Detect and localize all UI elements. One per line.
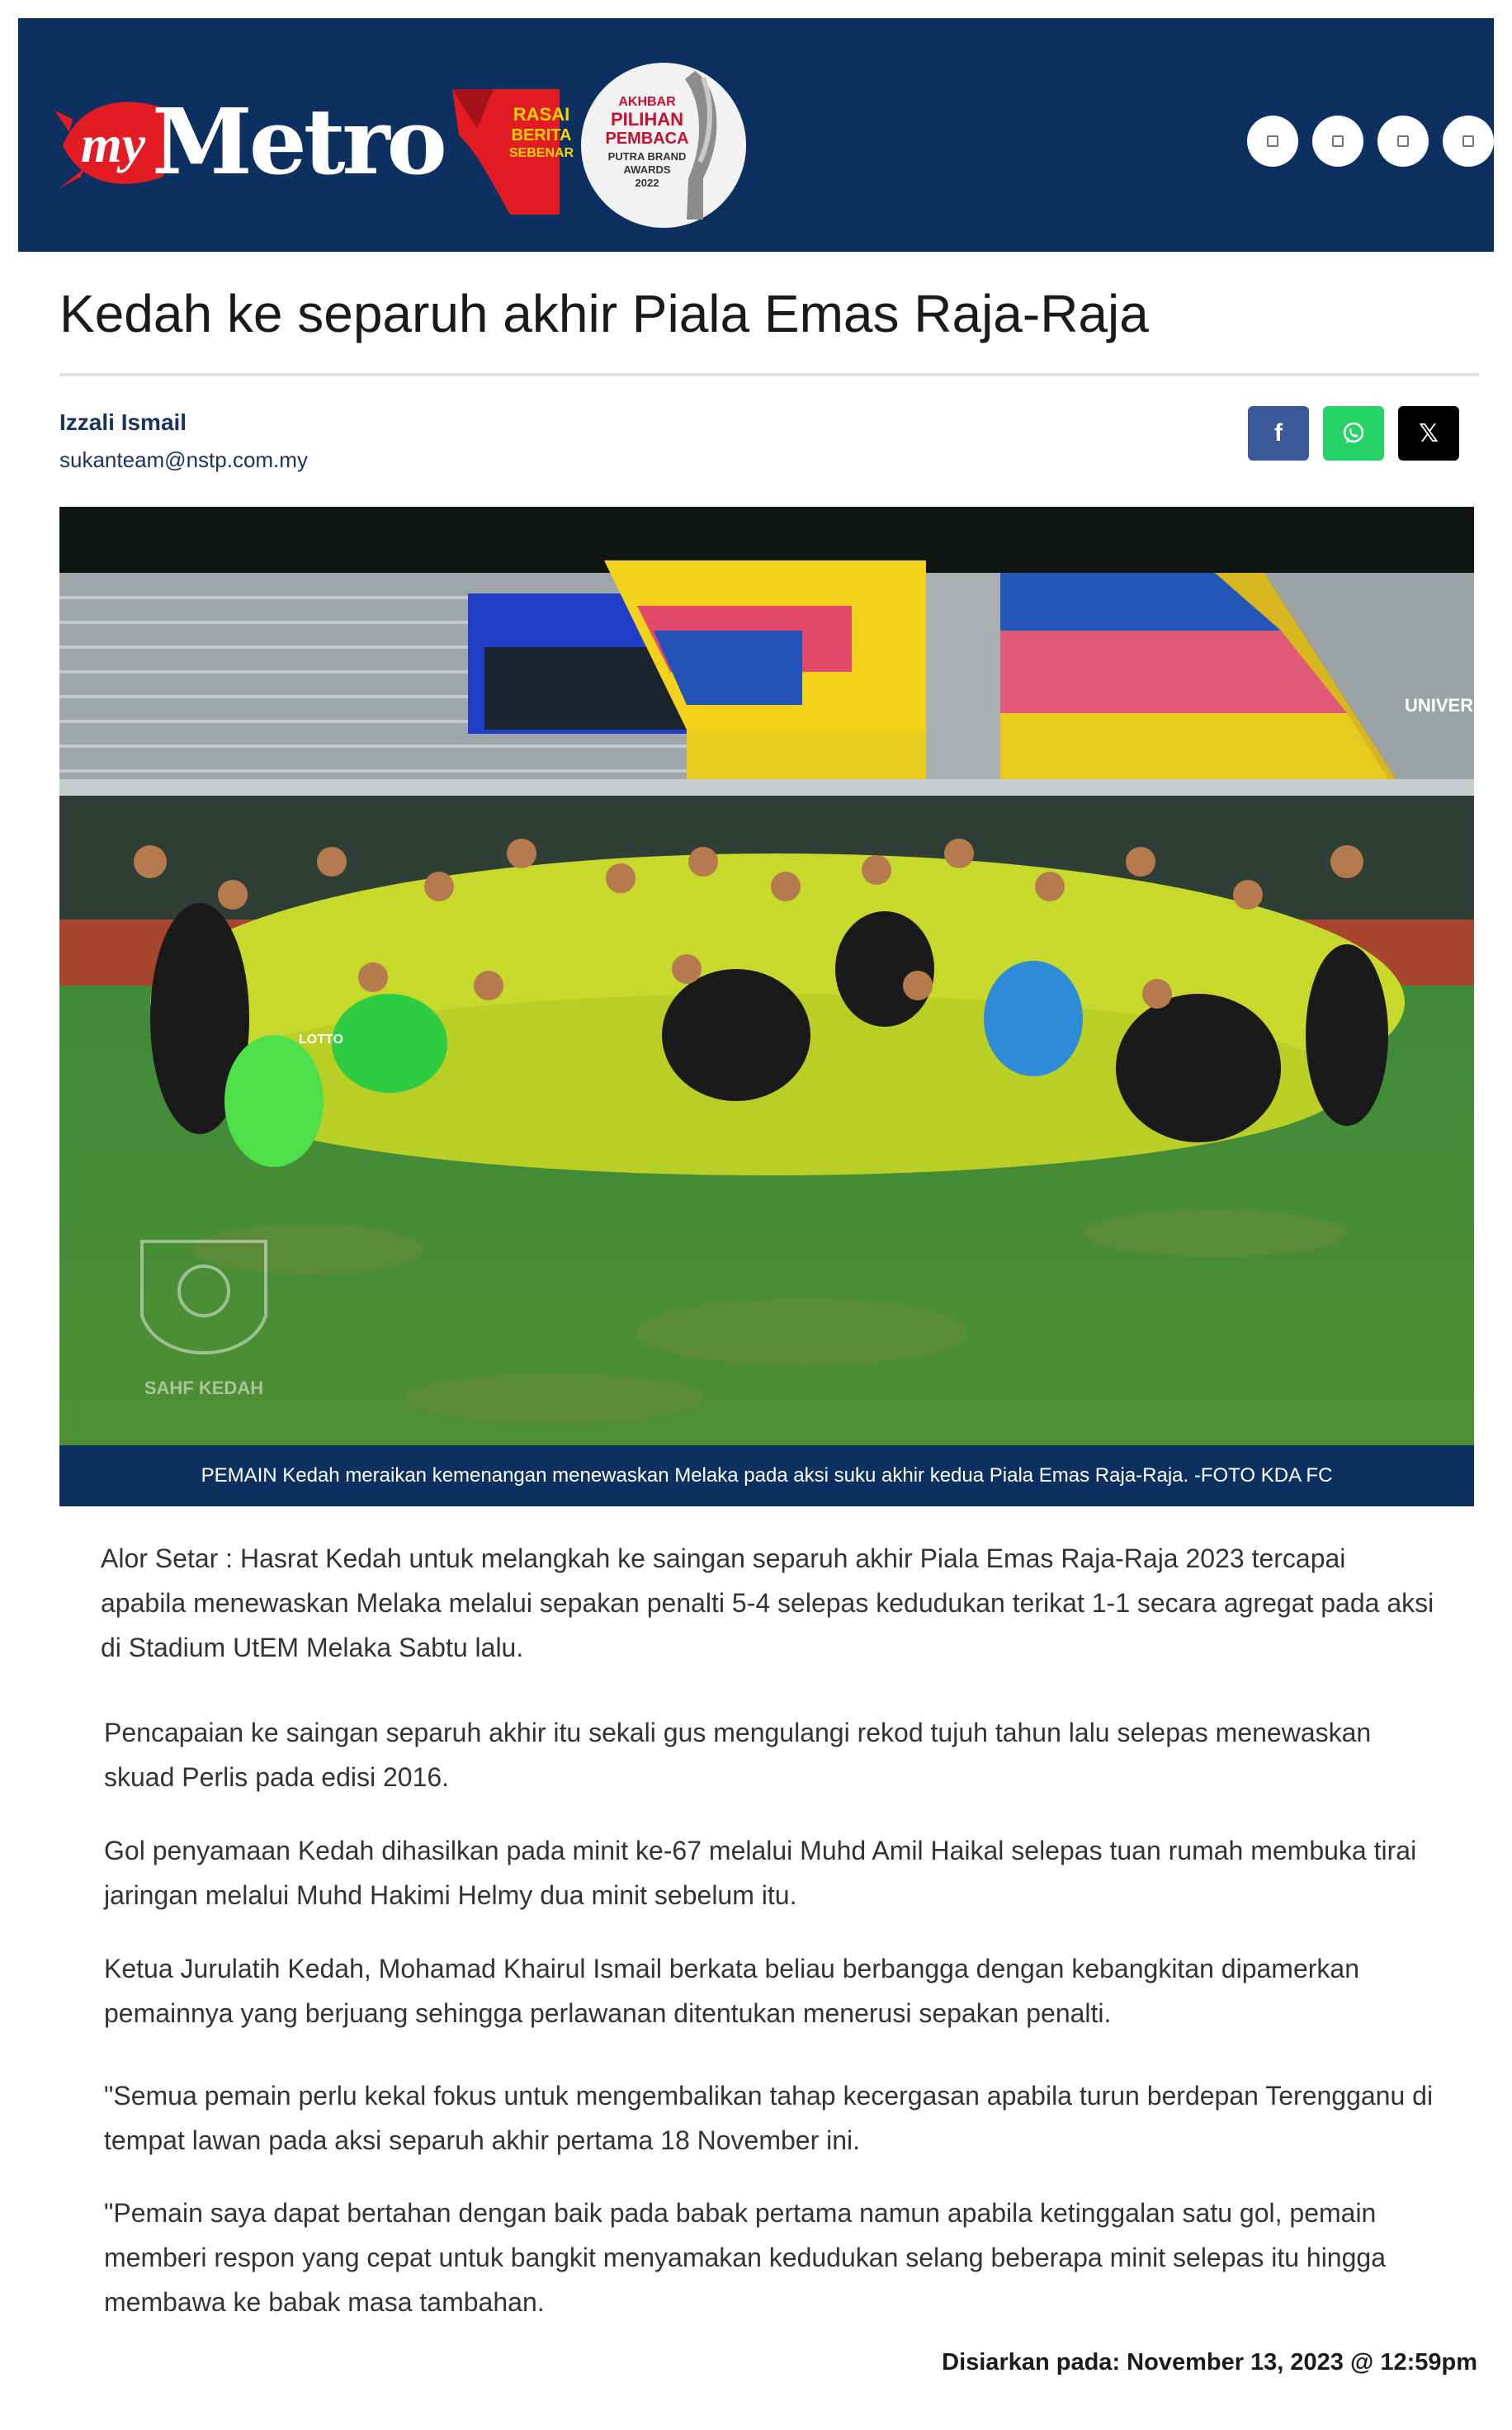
- svg-text:LOTTO: LOTTO: [299, 1033, 343, 1047]
- svg-text:PUTRA BRAND: PUTRA BRAND: [607, 150, 687, 163]
- svg-text:2022: 2022: [635, 177, 659, 189]
- svg-text:my: my: [81, 115, 146, 173]
- header-icon-group: [1247, 116, 1494, 167]
- svg-text:Metro: Metro: [152, 88, 444, 195]
- article-photo: [59, 507, 1474, 1445]
- photo-caption: PEMAIN Kedah meraikan kemenangan menewaskan Melaka pada aksi suku akhir kedua Piala Emas Raja-Raja. -FOTO KDA FC: [59, 1445, 1474, 1506]
- svg-text:SAHF KEDAH: SAHF KEDAH: [144, 1378, 264, 1398]
- menu-icon[interactable]: [1247, 116, 1298, 167]
- mymetro-logo[interactable]: [48, 53, 576, 218]
- svg-text:UNIVER: UNIVER: [1405, 695, 1474, 716]
- title-divider: [59, 373, 1479, 376]
- article-paragraph: Gol penyamaan Kedah dihasilkan pada minit ke-67 melalui Muhd Amil Haikal selepas tuan rumah membuka tirai jaringan melalui Muhd Hakimi Helmy dua minit sebelum itu.: [104, 1836, 1417, 1910]
- share-buttons: [1248, 406, 1459, 461]
- search-icon[interactable]: [1312, 116, 1363, 167]
- facebook-icon: f: [1274, 419, 1283, 447]
- svg-text:AKHBAR: AKHBAR: [618, 95, 676, 109]
- svg-text:PEMBACA: PEMBACA: [605, 130, 689, 148]
- article-title: Kedah ke separuh akhir Piala Emas Raja-Raja: [59, 284, 1149, 343]
- site-header: [18, 18, 1494, 252]
- article-paragraph: Alor Setar : Hasrat Kedah untuk melangkah ke saingan separuh akhir Piala Emas Raja-Raja 2023 tercapai apabila menewaskan Melaka melalui sepakan penalti 5-4 selepas kedudukan terikat 1-1 secara agregat pada aksi di Stadium UtEM Melaka Sabtu lalu.: [101, 1544, 1434, 1662]
- svg-text:PILIHAN: PILIHAN: [611, 109, 683, 130]
- svg-text:BERITA: BERITA: [511, 126, 572, 144]
- article-paragraph: "Pemain saya dapat bertahan dengan baik pada babak pertama namun apabila ketinggalan satu gol, pemain memberi respon yang cepat untuk bangkit menyamakan kedudukan selang beberapa minit selepas itu hingga membawa ke babak masa tambahan.: [104, 2198, 1386, 2317]
- article-paragraph: Pencapaian ke saingan separuh akhir itu sekali gus mengulangi rekod tujuh tahun lalu selepas menewaskan skuad Perlis pada edisi 2016.: [104, 1718, 1372, 1792]
- author-name[interactable]: Izzali Ismail: [59, 409, 187, 435]
- x-share-button[interactable]: [1398, 406, 1459, 461]
- user-icon[interactable]: [1377, 116, 1429, 167]
- article-paragraph: "Semua pemain perlu kekal fokus untuk mengembalikan tahap kecergasan apabila turun berdepan Terengganu di tempat lawan pada aksi separuh akhir pertama 18 November ini.: [104, 2081, 1434, 2155]
- svg-text:RASAI: RASAI: [513, 104, 570, 125]
- x-icon: 𝕏: [1418, 419, 1439, 447]
- author-email[interactable]: sukanteam@nstp.com.my: [59, 447, 308, 472]
- facebook-share-button[interactable]: [1248, 406, 1309, 461]
- whatsapp-icon: [1340, 420, 1367, 447]
- more-icon[interactable]: [1443, 116, 1494, 167]
- svg-text:AWARDS: AWARDS: [623, 163, 671, 176]
- whatsapp-share-button[interactable]: [1323, 406, 1384, 461]
- article-paragraph: Ketua Jurulatih Kedah, Mohamad Khairul Ismail berkata beliau berbangga dengan kebangkitan dipamerkan pemainnya yang berjuang sehingga perlawanan ditentukan menerusi sepakan penalti.: [104, 1954, 1359, 2028]
- award-badge: [579, 54, 761, 236]
- svg-text:SEBENAR: SEBENAR: [508, 146, 574, 160]
- published-date: Disiarkan pada: November 13, 2023 @ 12:59pm: [942, 2349, 1477, 2376]
